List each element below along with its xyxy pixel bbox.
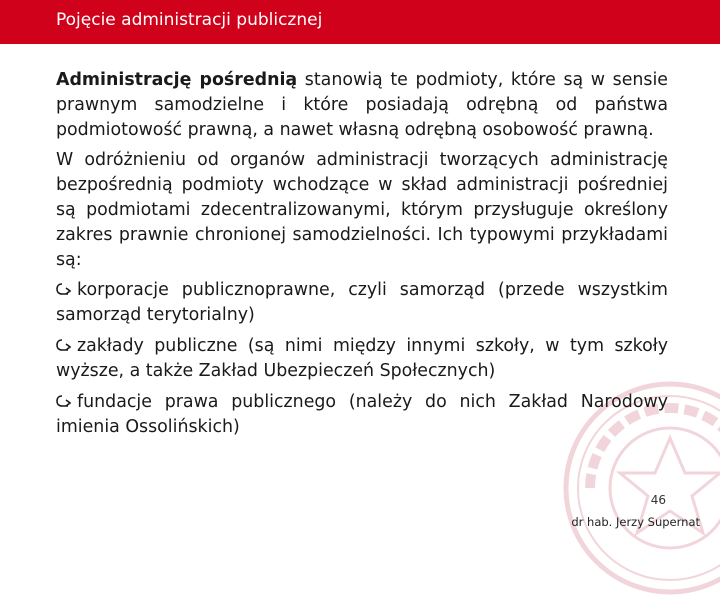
university-seal <box>560 378 720 598</box>
list-item-text: zakłady publiczne (są nimi między innymi szkoły, w tym szkoły wyższe, a także Zakład Ubezpieczeń Społecznych) <box>56 336 668 381</box>
definition-text: stanowią te podmioty, które są w sensie prawnym samodzielne i które posiadają odrębną od państwa podmiotowość prawną, a nawet własną odrębną osobowość prawną. <box>56 70 669 140</box>
paragraph-indirect-administration <box>56 68 668 143</box>
arrow-right-icon <box>56 338 73 352</box>
arrow-right-icon <box>56 394 73 408</box>
list-item-text: korporacje publicznoprawne, czyli samorząd (przede wszystkim samorząd terytorialny) <box>56 280 668 325</box>
term-indirect-administration: Administrację pośrednią <box>56 70 298 90</box>
list-item <box>56 278 668 328</box>
paragraph-decentralized-entities: W odróżnieniu od organów administracji tworzących administrację bezpośrednią podmioty wchodzące w skład administracji pośredniej są podmiotami zdecentralizowanymi, którym przysługuje określony zakres prawnie chronionej samodzielności. Ich typowymi przykładami są: <box>56 150 668 270</box>
list-item <box>56 334 668 384</box>
slide-title: Pojęcie administracji publicznej <box>56 10 323 30</box>
author-credit: dr hab. Jerzy Supernat <box>571 515 700 529</box>
arrow-right-icon <box>56 282 73 296</box>
list-item-text: fundacje prawa publicznego (należy do nich Zakład Narodowy imienia Ossolińskich) <box>56 392 668 437</box>
page-number: 46 <box>650 493 666 507</box>
